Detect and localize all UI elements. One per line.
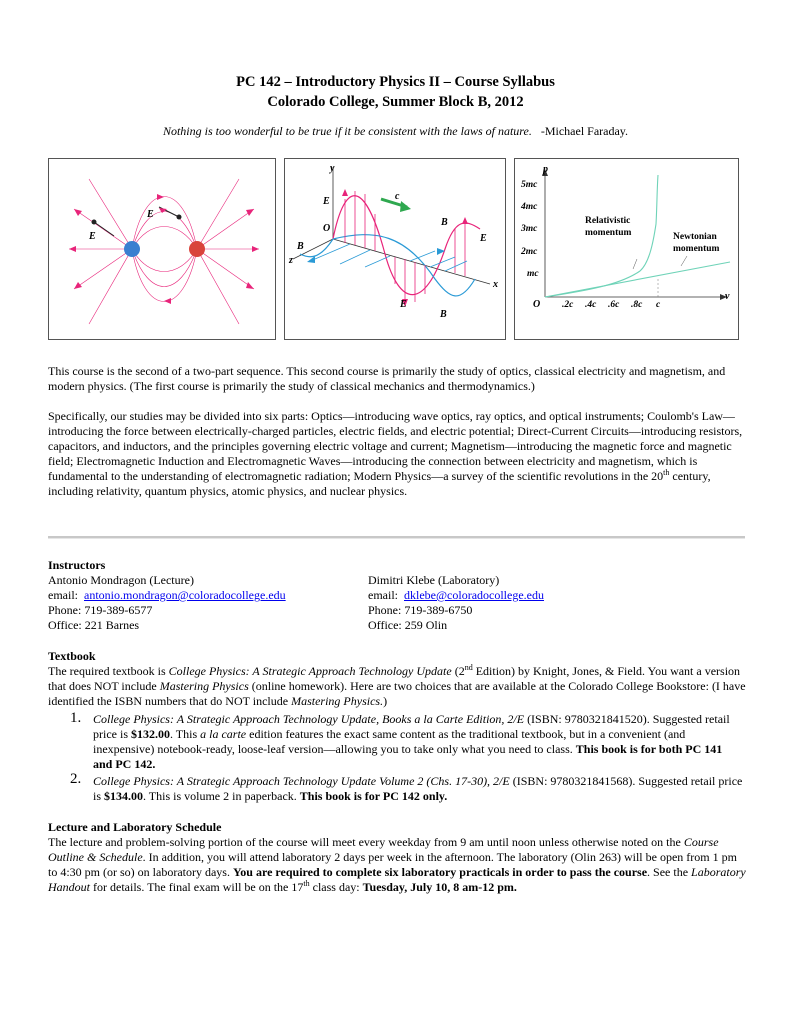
lecture-office: Office: 221 Barnes — [48, 618, 140, 632]
item1-isbn: (ISBN: 9780321841520). Suggested retail price is — [93, 712, 730, 741]
textbook-item-1-num: 1. — [70, 710, 82, 726]
sch-final-exam: Tuesday, July 10, 8 am-12 pm. — [362, 880, 517, 894]
textbook-item-2 — [93, 774, 743, 804]
lab-name: Dimitri Klebe (Laboratory) — [368, 573, 500, 587]
sch-handout: Laboratory Handout — [48, 865, 746, 894]
sch-outline: Course Outline & Schedule — [48, 835, 719, 864]
schedule-heading: Lecture and Laboratory Schedule — [48, 820, 222, 834]
syllabus-title: PC 142 – Introductory Physics II – Course Syllabus — [236, 74, 555, 90]
textbook-item-1 — [93, 712, 743, 772]
tb-sup: nd — [464, 663, 473, 672]
field-label-e1: E — [89, 231, 96, 242]
item2-note: This book is for PC 142 only. — [299, 789, 448, 803]
em-wave-figure — [284, 158, 506, 340]
wave-e-bottom: E — [400, 299, 407, 310]
axis-x-label: x — [493, 279, 498, 290]
instructors-heading: Instructors — [48, 558, 106, 572]
newtonian-label-2: momentum — [673, 244, 720, 254]
lab-email-link[interactable]: dklebe@coloradocollege.edu — [404, 588, 544, 602]
x-tick-02c: .2c — [562, 300, 574, 310]
intro-p2-sup: th — [663, 468, 670, 477]
tb-text: (2 — [451, 664, 465, 678]
sch-text: The lecture and problem-solving portion of the course will meet every weekday from 9 am until noon unless otherwise noted on the — [48, 835, 684, 849]
y-axis-label: p — [543, 164, 548, 175]
x-axis-label: v — [725, 291, 730, 302]
tb-text: ) — [383, 694, 388, 708]
y-tick-2mc: 2mc — [521, 247, 538, 257]
speed-label: c — [395, 191, 400, 202]
faraday-quote — [0, 124, 791, 139]
sch-sup: th — [303, 879, 310, 888]
y-tick-5mc: 5mc — [521, 180, 538, 190]
x-tick-06c: .6c — [608, 300, 620, 310]
tb-text: Edition) by Knight, Jones, & Field. You want a version that does NOT include — [48, 664, 741, 693]
syllabus-subtitle: Colorado College, Summer Block B, 2012 — [267, 94, 524, 110]
lab-office: Office: 259 Olin — [368, 618, 448, 632]
tb-text: The required textbook is — [48, 664, 169, 678]
dipole-field-figure — [48, 158, 276, 340]
axis-y-label: y — [330, 163, 335, 174]
x-tick-c: c — [656, 300, 661, 310]
relativistic-label-2: momentum — [585, 228, 632, 238]
quote-author: -Michael Faraday. — [540, 124, 629, 138]
y-tick-4mc: 4mc — [521, 202, 538, 212]
field-label-e2: E — [147, 209, 154, 220]
y-tick-mc: mc — [527, 269, 539, 279]
item1-price: $132.00 — [131, 727, 170, 741]
textbook-item-2-num: 2. — [70, 771, 82, 787]
wave-e-right: E — [480, 233, 487, 244]
lecture-instructor — [48, 573, 368, 633]
lab-phone: Phone: 719-389-6750 — [368, 603, 473, 617]
newtonian-label-1: Newtonian — [673, 232, 717, 242]
lecture-email-link[interactable]: antonio.mondragon@coloradocollege.edu — [84, 588, 286, 602]
intro-paragraph-2 — [48, 409, 748, 499]
axis-z-label: z — [289, 255, 293, 266]
sch-text: . In addition, you will attend laboratory 2 days per week in the afternoon. The laboratory (Olin 263) will be open from 1 pm to 4:30 pm (or so) on laboratory days. — [48, 850, 737, 879]
textbook-intro — [48, 664, 748, 709]
origin-label: O — [533, 299, 541, 310]
lab-email-label: email: — [368, 588, 398, 602]
intro-p2-text-end: century, including relativity, quantum physics, atomic physics, and nuclear physics. — [48, 469, 711, 498]
origin-label: O — [323, 223, 331, 234]
tb-text: (online homework). Here are two choices that are available at the Colorado College Bookstore: (I have identified the ISBN numbers that do NOT include — [48, 679, 746, 708]
sch-text: . See the — [647, 865, 692, 879]
lab-instructor — [368, 573, 688, 633]
wave-b-left: B — [297, 241, 304, 252]
textbook-heading: Textbook — [48, 649, 96, 663]
lecture-email-label: email: — [48, 588, 78, 602]
sch-text: class day: — [309, 880, 363, 894]
item1-alacarte: a la carte — [200, 727, 247, 741]
tb-mp2: Mastering Physics. — [291, 694, 384, 708]
tb-title: College Physics: A Strategic Approach Technology Update — [168, 664, 452, 678]
item1-text: edition features the exact same content as the traditional textbook, but in a convenient (and inexpensive) notebook-ready, loose-leaf version—allowing you to take only what you need to class. — [93, 727, 686, 756]
wave-b-mid: B — [441, 217, 448, 228]
wave-e-top: E — [323, 196, 330, 207]
item2-title: College Physics: A Strategic Approach Technology Update Volume 2 (Chs. 17-30), 2/E — [93, 774, 510, 788]
intro-p2-text: Specifically, our studies may be divided into six parts: Optics—introducing wave optics, ray optics, and optical instruments; Coulomb's Law—introducing the force between electrically-charged particles, electric fields, and electric potential; Direct-Current Circuits—introducing resistors, capacitors, and inductors, and the principles governing electric voltage and current; Magnetism—introducing the magnetic force and magnetic field; Electromagnetic Induction and Electromagnetic Waves—introducing the connection between electricity and magnetism, which is fundamental to the understanding of electromagnetic radiation; Modern Physics—a survey of the scientific revolutions in the 20 — [48, 409, 743, 483]
item1-note: This book is for both PC 141 and PC 142. — [93, 742, 723, 771]
intro-paragraph-1: This course is the second of a two-part sequence. This second course is primarily the study of optics, classical electricity and magnetism, and modern physics. (The first course is primarily the study of classical mechanics and thermodynamics.) — [48, 364, 726, 393]
item1-title: College Physics: A Strategic Approach Technology Update, Books a la Carte Edition, 2/E — [93, 712, 525, 726]
momentum-graph-figure — [514, 158, 739, 340]
x-tick-04c: .4c — [585, 300, 597, 310]
sch-text: for details. The final exam will be on the 17 — [90, 880, 304, 894]
lecture-name: Antonio Mondragon (Lecture) — [48, 573, 194, 587]
lecture-email-row — [48, 588, 368, 603]
schedule-paragraph — [48, 835, 748, 895]
item2-isbn: (ISBN: 9780321841568). Suggested retail price is — [93, 774, 743, 803]
tb-mp: Mastering Physics — [159, 679, 249, 693]
item1-text: . This — [170, 727, 201, 741]
lab-email-row — [368, 588, 688, 603]
y-tick-3mc: 3mc — [521, 224, 538, 234]
wave-b-bottom: B — [440, 309, 447, 320]
relativistic-label-1: Relativistic — [585, 216, 631, 226]
sch-requirement: You are required to complete six laboratory practicals in order to pass the course — [232, 865, 648, 879]
section-divider — [48, 536, 745, 539]
item2-price: $134.00 — [104, 789, 144, 803]
lecture-phone: Phone: 719-389-6577 — [48, 603, 153, 617]
item2-text: . This is volume 2 in paperback. — [143, 789, 300, 803]
quote-text: Nothing is too wonderful to be true if it be consistent with the laws of nature. — [162, 124, 532, 138]
x-tick-08c: .8c — [631, 300, 643, 310]
